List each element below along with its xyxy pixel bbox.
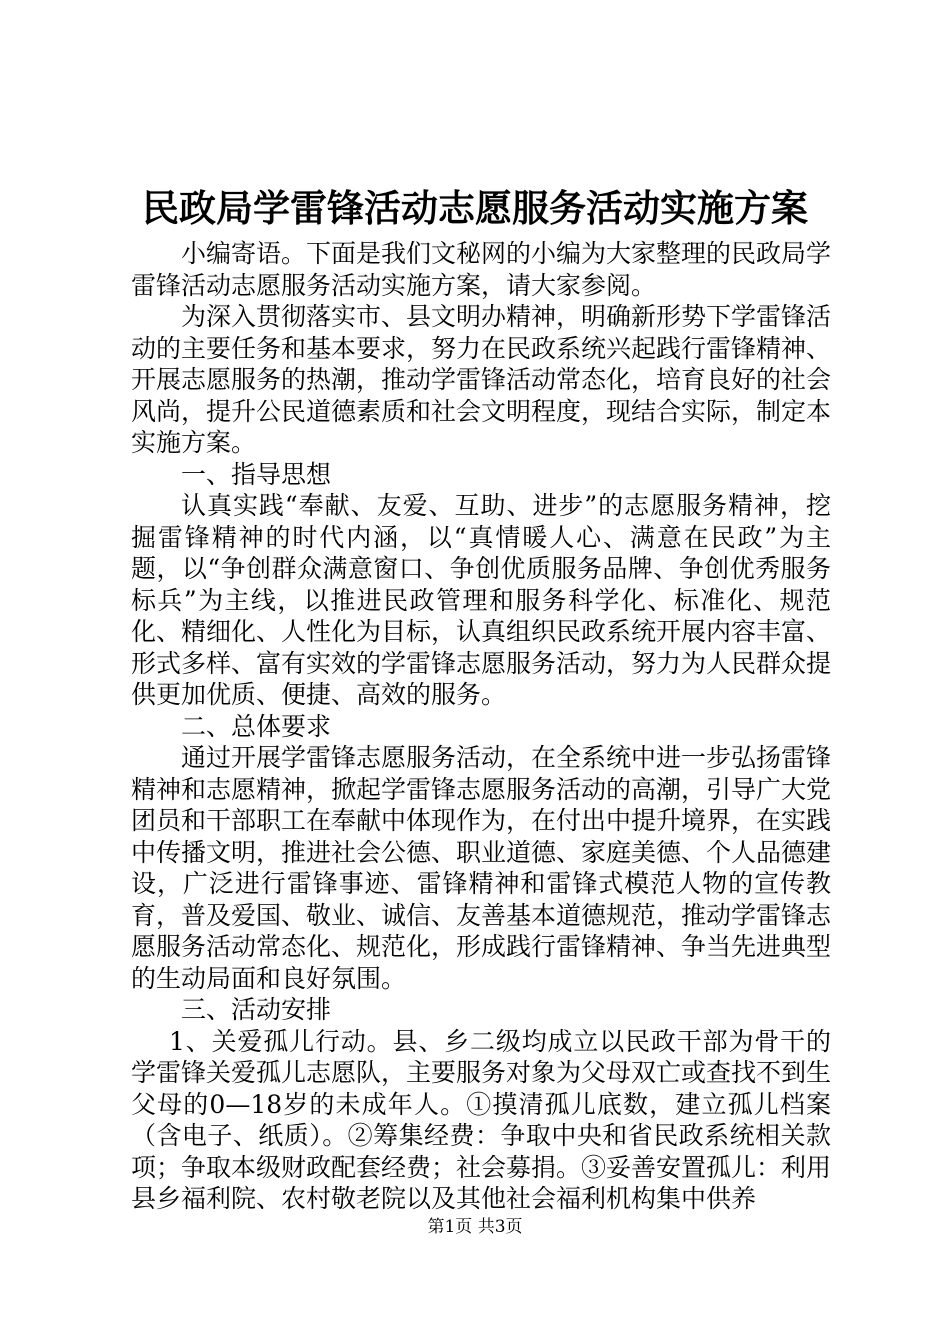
page-footer: 第1页 共3页 bbox=[427, 1217, 523, 1237]
section-heading-activity-arrangement: 三、活动安排 bbox=[181, 995, 332, 1024]
document-title: 民政局学雷锋活动志愿服务活动实施方案 bbox=[142, 186, 808, 230]
paragraph-orphan-care: 1、关爱孤儿行动。县、乡二级均成立以民政干部为骨干的学雷锋关爱孤儿志愿队，主要服务对象为父母双亡或查找不到生父母的0—18岁的未成年人。①摸清孤儿底数，建立孤儿档案（含电子、纸质）。②筹集经费：争取中央和省民政系统相关款项；争取本级财政配套经费；社会募捐。③妥善安置孤儿：利用县乡福利院、农村敬老院以及其他社会福利机构集中供养 bbox=[131, 1026, 832, 1213]
paragraph-intro: 小编寄语。下面是我们文秘网的小编为大家整理的民政局学雷锋活动志愿服务活动实施方案，请大家参阅。 bbox=[131, 239, 832, 300]
section-heading-guiding-thought: 一、指导思想 bbox=[181, 459, 332, 489]
paragraph-guiding-thought: 认真实践“奉献、友爱、互助、进步”的志愿服务精神，挖掘雷锋精神的时代内涵，以“真情暖人心、满意在民政”为主题，以“争创群众满意窗口、争创优质服务品牌、争创优秀服务标兵”为主线，以推进民政管理和服务科学化、标准化、规范化、精细化、人性化为目标，认真组织民政系统开展内容丰富、形式多样、富有实效的学雷锋志愿服务活动，努力为人民群众提供更加优质、便捷、高效的服务。 bbox=[131, 491, 832, 709]
paragraph-general-requirements: 通过开展学雷锋志愿服务活动，在全系统中进一步弘扬雷锋精神和志愿精神，掀起学雷锋志愿服务活动的高潮，引导广大党团员和干部职工在奉献中体现作为，在付出中提升境界，在实践中传播文明，推进社会公德、职业道德、家庭美德、个人品德建设，广泛进行雷锋事迹、雷锋精神和雷锋式模范人物的宣传教育，普及爱国、敬业、诚信、友善基本道德规范，推动学雷锋志愿服务活动常态化、规范化，形成践行雷锋精神、争当先进典型的生动局面和良好氛围。 bbox=[131, 743, 832, 993]
paragraph-purpose: 为深入贯彻落实市、县文明办精神，明确新形势下学雷锋活动的主要任务和基本要求，努力在民政系统兴起践行雷锋精神、开展志愿服务的热潮，推动学雷锋活动常态化，培育良好的社会风尚，提升公民道德素质和社会文明程度，现结合实际，制定本实施方案。 bbox=[131, 302, 832, 457]
section-heading-general-requirements: 二、总体要求 bbox=[181, 711, 332, 741]
document-body bbox=[131, 238, 831, 1215]
